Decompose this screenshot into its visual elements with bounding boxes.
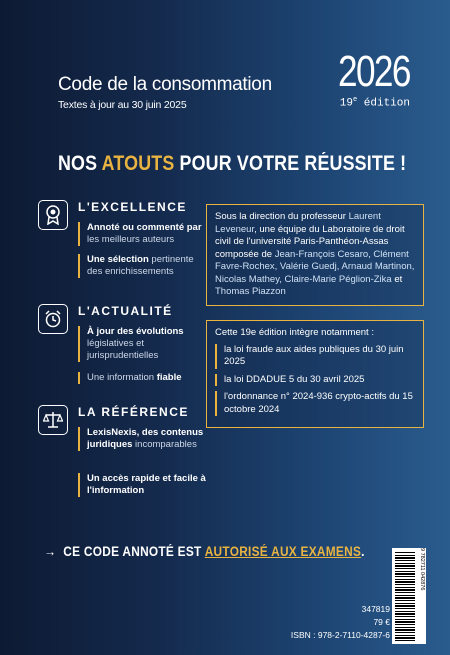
year: 2026 bbox=[338, 47, 410, 96]
top-title bbox=[58, 74, 272, 111]
book-title: Code de la consommation bbox=[58, 74, 272, 95]
product-codes bbox=[291, 603, 390, 642]
barcode bbox=[392, 548, 426, 644]
arrow-right-icon: → bbox=[44, 544, 64, 559]
atout-item: Une sélection pertinente des enrichissements bbox=[78, 254, 208, 278]
book-subtitle: Textes à jour au 30 juin 2025 bbox=[58, 99, 187, 111]
atout-reference bbox=[38, 405, 206, 505]
update-item: l'ordonnance n° 2024-936 crypto-actifs du 15 octobre 2024 bbox=[215, 391, 415, 416]
edition-label: 19e édition bbox=[339, 96, 410, 110]
award-ribbon-icon bbox=[38, 200, 68, 230]
barcode-bars bbox=[395, 551, 415, 641]
update-item: la loi DDADUE 5 du 30 avril 2025 bbox=[215, 374, 415, 387]
updates-panel bbox=[206, 320, 424, 428]
barcode-digits: 9 782711 042876 bbox=[419, 548, 425, 591]
atout-item: Un accès rapide et facile à l'information bbox=[78, 473, 208, 497]
alarm-clock-icon bbox=[38, 304, 68, 334]
atout-excellence bbox=[38, 200, 202, 290]
atout-title: L'EXCELLENCE bbox=[78, 200, 187, 214]
exam-notice: → CE CODE ANNOTÉ EST AUTORISÉ AUX EXAMENS. bbox=[44, 544, 365, 559]
authors-panel: Sous la direction du professeur Laurent Leveneur, une équipe du Laboratoire de droit civil de l'université Paris-Panthéon-Assas composée de Jean-François Cesaro, Clément Favre-Rochex, Valérie Guedj, Arnaud Martinon, Nicolas Mathey, Claire-Marie Péglion-Zika et Thomas Piazzon bbox=[206, 204, 424, 306]
atout-item: Annoté ou commenté par les meilleurs auteurs bbox=[78, 222, 208, 246]
atout-item: À jour des évolutions législatives et jurisprudentielles bbox=[78, 326, 208, 362]
atout-title: LA RÉFÉRENCE bbox=[78, 405, 189, 419]
updates-intro: Cette 19e édition intègre notamment : bbox=[215, 327, 374, 338]
headline: NOS ATOUTS POUR VOTRE RÉUSSITE ! bbox=[58, 152, 407, 175]
reference-code: 347819 bbox=[361, 604, 390, 614]
edition-box bbox=[320, 47, 410, 110]
isbn: ISBN : 978-2-7110-4287-6 bbox=[290, 630, 390, 640]
justice-scales-icon bbox=[38, 405, 68, 435]
update-item: la loi fraude aux aides publiques du 30 juin 2025 bbox=[215, 344, 415, 369]
price: 79 € bbox=[373, 617, 390, 627]
atout-item: LexisNexis, des contenus juridiques incomparables bbox=[78, 427, 208, 451]
atout-title: L'ACTUALITÉ bbox=[78, 304, 173, 318]
atout-item: Une information fiable bbox=[78, 372, 208, 384]
atout-actualite bbox=[38, 304, 198, 394]
